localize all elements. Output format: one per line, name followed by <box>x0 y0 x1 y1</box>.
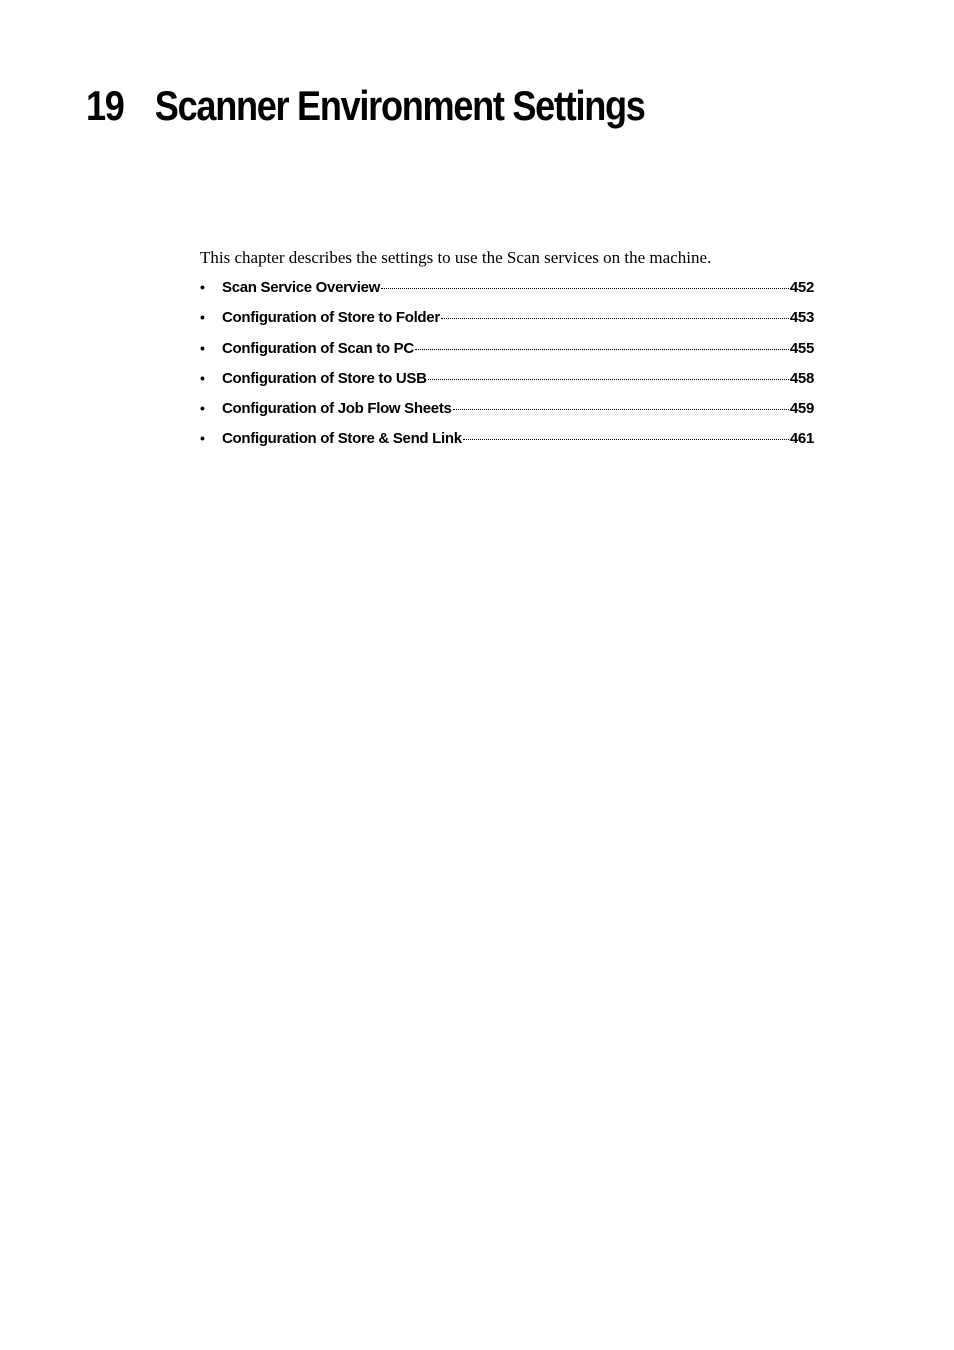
bullet-icon: • <box>200 369 205 386</box>
toc-entry-job-flow-sheets[interactable] <box>200 397 814 427</box>
toc-entry-scan-service-overview[interactable] <box>200 276 814 306</box>
toc-entry-page[interactable]: 452 <box>789 279 814 296</box>
dot-leader <box>453 409 789 410</box>
toc-entry-store-to-usb[interactable] <box>200 367 814 397</box>
toc-entry-title[interactable]: Configuration of Store & Send Link <box>222 430 462 448</box>
bullet-icon: • <box>200 309 205 326</box>
toc-entry-page[interactable]: 461 <box>789 430 814 448</box>
toc-entry-store-and-send-link[interactable] <box>200 427 814 457</box>
toc-entry-store-to-folder[interactable] <box>200 306 814 336</box>
table-of-contents <box>200 276 814 458</box>
toc-entry-title[interactable]: Configuration of Store to USB <box>222 369 427 387</box>
bullet-icon: • <box>200 279 205 295</box>
toc-entry-title[interactable]: Scan Service Overview <box>222 279 380 296</box>
chapter-heading <box>86 78 645 134</box>
dot-leader <box>441 318 789 319</box>
dot-leader <box>415 349 789 350</box>
chapter-title: Scanner Environment Settings <box>154 82 645 129</box>
bullet-icon: • <box>200 430 205 447</box>
toc-entry-page[interactable]: 459 <box>789 400 814 418</box>
toc-entry-title[interactable]: Configuration of Store to Folder <box>222 309 440 327</box>
chapter-intro: This chapter describes the settings to use the Scan services on the machine. <box>200 248 712 267</box>
bullet-icon: • <box>200 339 205 356</box>
toc-entry-title[interactable]: Configuration of Job Flow Sheets <box>222 400 452 418</box>
toc-entry-page[interactable]: 455 <box>789 339 814 357</box>
toc-entry-page[interactable]: 453 <box>789 309 814 327</box>
bullet-icon: • <box>200 400 205 417</box>
toc-entry-title[interactable]: Configuration of Scan to PC <box>222 339 414 357</box>
dot-leader <box>463 439 789 440</box>
chapter-number: 19 <box>86 82 124 129</box>
dot-leader <box>428 379 789 380</box>
dot-leader <box>381 288 789 289</box>
toc-entry-scan-to-pc[interactable] <box>200 337 814 367</box>
toc-entry-page[interactable]: 458 <box>789 369 814 387</box>
